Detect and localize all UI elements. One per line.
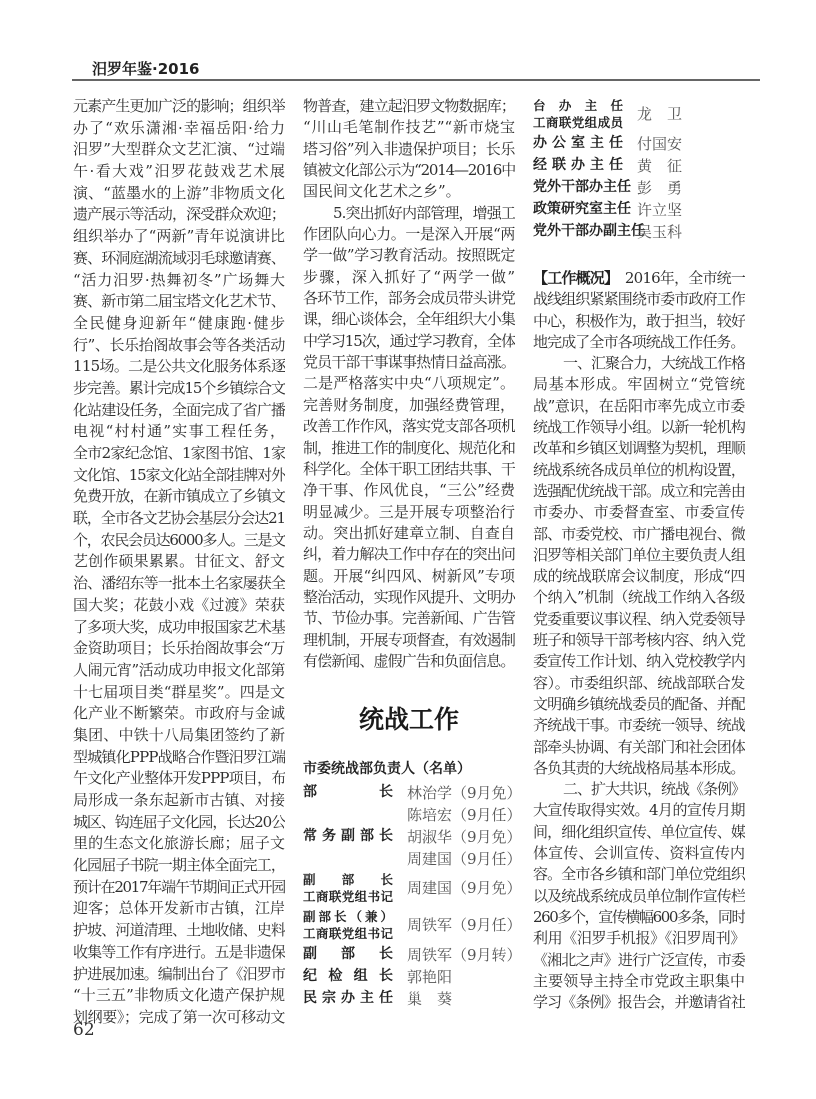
text-line: 文化馆、15家文化站全部挂牌对外 bbox=[73, 465, 285, 484]
text-line: 艺创作硕果累累。甘征文、舒文 bbox=[73, 552, 285, 571]
roster-row bbox=[303, 965, 515, 987]
text-line: 化园屈子书院一期主体全面完工， bbox=[73, 856, 285, 875]
roster-row bbox=[533, 220, 745, 242]
text-line: 战线组织紧紧围绕市委市政府工作 bbox=[533, 290, 745, 309]
paragraph bbox=[73, 96, 285, 1029]
text-column-2 bbox=[303, 96, 515, 672]
roster-row bbox=[533, 154, 745, 176]
text-line: 115场。二是公共文化服务体系逐 bbox=[73, 357, 285, 376]
paragraph bbox=[303, 96, 515, 203]
text-line: 成的统战联席会议制度，形成“四 bbox=[533, 567, 745, 586]
text-line: 文明确乡镇统战委员的配备、并配 bbox=[533, 694, 745, 713]
text-line: 净干事、作风优良，“三公”经费 bbox=[303, 481, 515, 500]
text-line: 金资助项目；长乐抬阁故事会“万 bbox=[73, 639, 285, 658]
text-line: 课，细心谈体会，全年组织大小集 bbox=[303, 310, 515, 329]
text-line: 市委办、市委督查室、市委宣传 bbox=[533, 503, 745, 522]
text-line: 统战系统各成员单位的机构设置， bbox=[533, 460, 745, 479]
text-line: 明显减少。三是开展专项整治行 bbox=[303, 502, 515, 521]
text-line: 体宣传、会训宣传、资料宣传内 bbox=[533, 844, 745, 863]
roster-name: 吴玉科 bbox=[637, 222, 683, 241]
roster-row bbox=[303, 781, 522, 803]
roster-position bbox=[303, 871, 393, 905]
text-line: 局基本形成。牢固树立“党管统 bbox=[533, 375, 745, 394]
text-line: 部牵头协调、有关部门和社会团体 bbox=[533, 737, 745, 756]
position-label: 部 长 bbox=[303, 783, 393, 800]
position-label: 工商联党组书记 bbox=[303, 888, 393, 904]
text-line: 赛、新市第二届宝塔文化艺术节、 bbox=[73, 292, 285, 311]
roster-name: 付国安 bbox=[637, 134, 683, 153]
text-line: 部、市委党校、市广播电视台、微 bbox=[533, 524, 745, 543]
roster-row bbox=[303, 943, 522, 965]
roster-heading: 市委统战部负责人（名单） bbox=[303, 761, 471, 777]
roster-position bbox=[303, 968, 393, 985]
roster-name: 黄 征 bbox=[637, 156, 683, 175]
text-line: 有偿新闻、虚假广告和负面信息。 bbox=[303, 651, 515, 670]
roster-row bbox=[533, 198, 745, 220]
paragraph bbox=[533, 353, 745, 779]
text-line: 预计在2017年端午节期间正式开园 bbox=[73, 877, 285, 896]
text-line: 整治活动，实现作风提升、文明办 bbox=[303, 587, 515, 606]
text-line: 二、扩大共识，统战《条例》 bbox=[563, 780, 745, 799]
running-title: 汨罗年鉴·2016 bbox=[92, 60, 200, 78]
text-line: 国民间文化艺术之乡”。 bbox=[303, 182, 461, 201]
text-line: 组织举办了“两新”青年说演讲比 bbox=[73, 227, 285, 246]
text-line: 中心，积极作为，敢于担当，较好 bbox=[533, 311, 745, 330]
roster-row bbox=[303, 825, 522, 847]
text-line: 各环节工作，部务会成员带头讲党 bbox=[303, 289, 515, 308]
roster-position bbox=[303, 908, 393, 942]
text-line: 里的生态文化旅游长廊；屈子文 bbox=[73, 834, 285, 853]
roster-name: 龙 卫 bbox=[637, 105, 683, 123]
roster-list bbox=[303, 781, 522, 1009]
text-line: 化产业不断繁荣。市政府与金诚 bbox=[73, 704, 285, 723]
position-label: 纪检组长 bbox=[303, 967, 393, 984]
roster-row bbox=[533, 95, 745, 132]
text-line: 战”意识，在岳阳市率先成立市委 bbox=[533, 396, 745, 415]
roster-position bbox=[303, 946, 393, 963]
text-line: 《湘北之声》进行广泛宣传，市委 bbox=[533, 950, 745, 969]
text-line: “活力汨罗·热舞初冬”广场舞大 bbox=[73, 270, 285, 289]
position-label: 副 部 长 bbox=[303, 871, 393, 887]
text-line: “十三五”非物质文化遗产保护规 bbox=[73, 986, 285, 1005]
text-line: 作团队向心力。一是深入开展“两 bbox=[303, 225, 515, 244]
roster-row bbox=[303, 803, 522, 825]
text-line: 全市2家纪念馆、1家图书馆、1家 bbox=[73, 444, 285, 462]
position-label: 民宗办主任 bbox=[303, 989, 393, 1006]
text-line: 以及统战系统成员单位制作宣传栏 bbox=[533, 886, 745, 905]
text-line: 260多个，宣传横幅600多条，同时 bbox=[533, 907, 745, 926]
text-line: 间，细化组织宣传、单位宣传、媒 bbox=[533, 822, 745, 841]
text-line: 迎客；总体开发新市古镇，江岸 bbox=[73, 899, 285, 918]
text-line: 主要领导主持全市党政主职集中 bbox=[533, 971, 745, 990]
text-line: 午文化产业整体开发PPP项目，布 bbox=[73, 769, 285, 788]
paragraph-lead: 【工作概况】 bbox=[533, 269, 611, 287]
roster-position bbox=[533, 135, 623, 152]
page-number: 62 bbox=[73, 1020, 95, 1040]
text-line: 集团、中铁十八局集团签约了新 bbox=[73, 725, 285, 744]
roster-name: 陈培宏（9月任） bbox=[407, 805, 522, 824]
text-line: 物普查，建立起汨罗文物数据库； bbox=[303, 97, 515, 115]
text-column-3 bbox=[533, 268, 745, 1013]
position-label: 经联办主任 bbox=[533, 156, 623, 173]
text-line: 治、潘绍东等一批本土名家屡获全 bbox=[73, 574, 285, 593]
text-line: 委宣传工作计划、纳入党校教学内 bbox=[533, 652, 745, 671]
roster-position bbox=[533, 178, 631, 196]
text-line: 城区、钩连屈子文化园，长达20公 bbox=[73, 812, 285, 831]
text-line: 元素产生更加广泛的影响；组织举 bbox=[73, 97, 285, 115]
text-line: 办了“欢乐潇湘·幸福岳阳·给力 bbox=[73, 118, 285, 137]
text-line: 全民健身迎新年“健康跑·健步 bbox=[73, 313, 285, 332]
text-line: 护坡、河道清理、土地收储、史料 bbox=[73, 921, 285, 940]
text-line: 电视“村村通”实事工程任务， bbox=[73, 422, 285, 441]
roster-row bbox=[533, 176, 745, 198]
text-line: 局形成一条东起新市古镇、对接 bbox=[73, 791, 285, 809]
roster-row bbox=[533, 132, 745, 154]
text-line: 步骤，深入抓好了“两学一做” bbox=[303, 267, 515, 286]
roster-row bbox=[303, 847, 522, 869]
roster-name: 郭艳阳 bbox=[407, 967, 453, 986]
text-line: 改革和乡镇区划调整为契机，理顺 bbox=[533, 439, 745, 458]
text-line: 行”、长乐抬阁故事会等各类活动 bbox=[73, 335, 285, 354]
text-line: 统战工作领导小组。以新一轮机构 bbox=[533, 418, 745, 437]
roster-name: 周铁军（9月任） bbox=[407, 916, 522, 934]
roster-name: 巢 葵 bbox=[407, 989, 453, 1008]
text-line: 动。突出抓好建章立制、自查自 bbox=[303, 523, 515, 542]
position-label: 副部长（兼） bbox=[303, 908, 393, 924]
roster-name: 许立坚 bbox=[637, 200, 683, 219]
text-line: 国大奖；花鼓小戏《过渡》荣获 bbox=[73, 595, 285, 614]
text-line-rest: 2016年，全市统一 bbox=[610, 269, 745, 287]
text-line: 班子和领导干部考核内容、纳入党 bbox=[533, 631, 745, 650]
text-line: 护进展加速。编制出台了《汨罗市 bbox=[73, 964, 285, 983]
position-label: 工商联党组书记 bbox=[303, 925, 393, 941]
text-line: 收集等工作有序进行。五是非遗保 bbox=[73, 942, 285, 961]
text-line: 党员干部干事谋事热情日益高涨。 bbox=[303, 353, 515, 372]
roster-name: 彭 勇 bbox=[637, 178, 683, 197]
roster-position bbox=[303, 828, 393, 845]
roster-name: 周建国（9月任） bbox=[407, 849, 522, 868]
text-line: 齐统战干事。市委统一领导、统战 bbox=[533, 716, 745, 735]
text-line: 学一做”学习教育活动。按照既定 bbox=[303, 246, 515, 265]
text-line: 十七届项目类“群星奖”。四是文 bbox=[73, 682, 285, 701]
roster-name: 周铁军（9月转） bbox=[407, 945, 522, 964]
position-label: 政策研究室主任 bbox=[533, 200, 631, 217]
text-line: 中学习15次，通过学习教育，全体 bbox=[303, 331, 515, 350]
text-line: 个，农民会员达6000多人。三是文 bbox=[73, 530, 285, 549]
header-rule bbox=[72, 79, 760, 81]
section-title: 统战工作 bbox=[358, 705, 459, 734]
text-line: 汨罗”大型群众文艺汇演、“过端 bbox=[73, 140, 285, 159]
text-line: 赛、环洞庭湖流域羽毛球邀请赛、 bbox=[73, 248, 285, 267]
position-label: 党外干部办主任 bbox=[533, 178, 631, 195]
text-line: 二是严格落实中央“八项规定”。 bbox=[303, 374, 515, 393]
position-label: 常务副部长 bbox=[303, 827, 393, 844]
text-line: 容）。市委组织部、统战部联合发 bbox=[533, 673, 745, 692]
text-line: 划纲要》；完成了第一次可移动文 bbox=[73, 1007, 285, 1026]
roster-position bbox=[533, 222, 645, 240]
text-line: 纠，着力解决工作中存在的突出问 bbox=[303, 545, 515, 564]
text-line: 党委重要议事议程、纳入党委领导 bbox=[533, 609, 745, 628]
position-label: 工商联党组成员 bbox=[533, 114, 623, 130]
text-line: “川山毛笔制作技艺”“新市烧宝 bbox=[303, 118, 515, 137]
roster-position bbox=[533, 97, 623, 131]
text-line: 了多项大奖，成功申报国家艺术基 bbox=[73, 617, 285, 636]
position-label: 党外干部办副主任 bbox=[533, 222, 645, 239]
paragraph bbox=[533, 779, 745, 1013]
text-line: 5.突出抓好内部管理，增强工 bbox=[333, 203, 515, 222]
paragraph bbox=[533, 268, 745, 353]
text-line: 选强配优统战干部。成立和完善由 bbox=[533, 481, 745, 500]
text-line: 联，全市各文艺协会基层分会达21 bbox=[73, 509, 285, 528]
roster-name: 周建国（9月免） bbox=[407, 879, 522, 897]
position-label: 副 部 长 bbox=[303, 945, 393, 962]
text-line: 化站建设任务，全面完成了省广播 bbox=[73, 400, 285, 419]
text-line: 步完善。累计完成15个乡镇综合文 bbox=[73, 378, 285, 397]
roster-row bbox=[303, 987, 515, 1009]
text-line: 地完成了全市各项统战工作任务。 bbox=[533, 332, 745, 351]
text-line: 各负其责的大统战格局基本形成。 bbox=[533, 758, 745, 777]
text-line: 型城镇化PPP战略合作暨汨罗江端 bbox=[73, 747, 285, 766]
text-line: 学习《条例》报告会，并邀请省社 bbox=[533, 993, 745, 1012]
position-label: 办公室主任 bbox=[533, 134, 623, 151]
position-label: 台办主任 bbox=[533, 97, 623, 113]
text-line: 一、汇聚合力，大统战工作格 bbox=[563, 354, 745, 373]
text-line: 题。开展“纠四风、树新风”专项 bbox=[303, 566, 515, 585]
paragraph bbox=[303, 203, 515, 673]
text-column-1 bbox=[73, 96, 285, 1029]
text-line: 节、节俭办事。完善新闻、广告管 bbox=[303, 609, 515, 628]
roster-position bbox=[533, 157, 623, 174]
roster-row bbox=[303, 869, 522, 906]
roster-name: 林治学（9月免） bbox=[407, 783, 522, 802]
text-line: 汨罗等相关部门单位主要负责人组 bbox=[533, 545, 745, 564]
text-line: 遗产展示等活动，深受群众欢迎； bbox=[73, 205, 285, 224]
roster-position bbox=[533, 200, 631, 218]
text-line: 容。全市各乡镇和部门单位党组织 bbox=[533, 865, 745, 884]
text-line: 塔习俗”列入非遗保护项目；长乐 bbox=[303, 139, 515, 158]
text-line: 免费开放，在新市镇成立了乡镇文 bbox=[73, 487, 285, 506]
text-line bbox=[533, 268, 745, 289]
text-line: 完善财务制度，加强经费管理， bbox=[303, 395, 515, 414]
text-line: 镇被文化部公示为“2014—2016中 bbox=[303, 161, 515, 180]
text-line: 制，推进工作的制度化、规范化和 bbox=[303, 438, 515, 457]
roster-row bbox=[303, 906, 522, 943]
text-line: 大宣传取得实效。4月的宣传月期 bbox=[533, 801, 745, 820]
roster-list-continued bbox=[533, 95, 745, 242]
roster-name: 胡淑华（9月免） bbox=[407, 827, 522, 846]
roster-position bbox=[303, 784, 393, 801]
roster-position bbox=[303, 990, 393, 1007]
text-line: 个纳入”机制（统战工作纳入各级 bbox=[533, 588, 745, 607]
text-line: 利用《汨罗手机报》《汨罗周刊》 bbox=[533, 929, 745, 948]
text-line: 理机制，开展专项督查，有效遏制 bbox=[303, 630, 515, 649]
text-line: 科学化。全体干职工团结共事、干 bbox=[303, 459, 515, 478]
text-line: 改善工作作风，落实党支部各项机 bbox=[303, 417, 515, 436]
text-line: 演、“蓝墨水的上游”非物质文化 bbox=[73, 183, 285, 202]
text-line: 人闹元宵”活动成功申报文化部第 bbox=[73, 660, 285, 679]
text-line: 午·看大戏”汨罗花鼓戏艺术展 bbox=[73, 162, 285, 181]
